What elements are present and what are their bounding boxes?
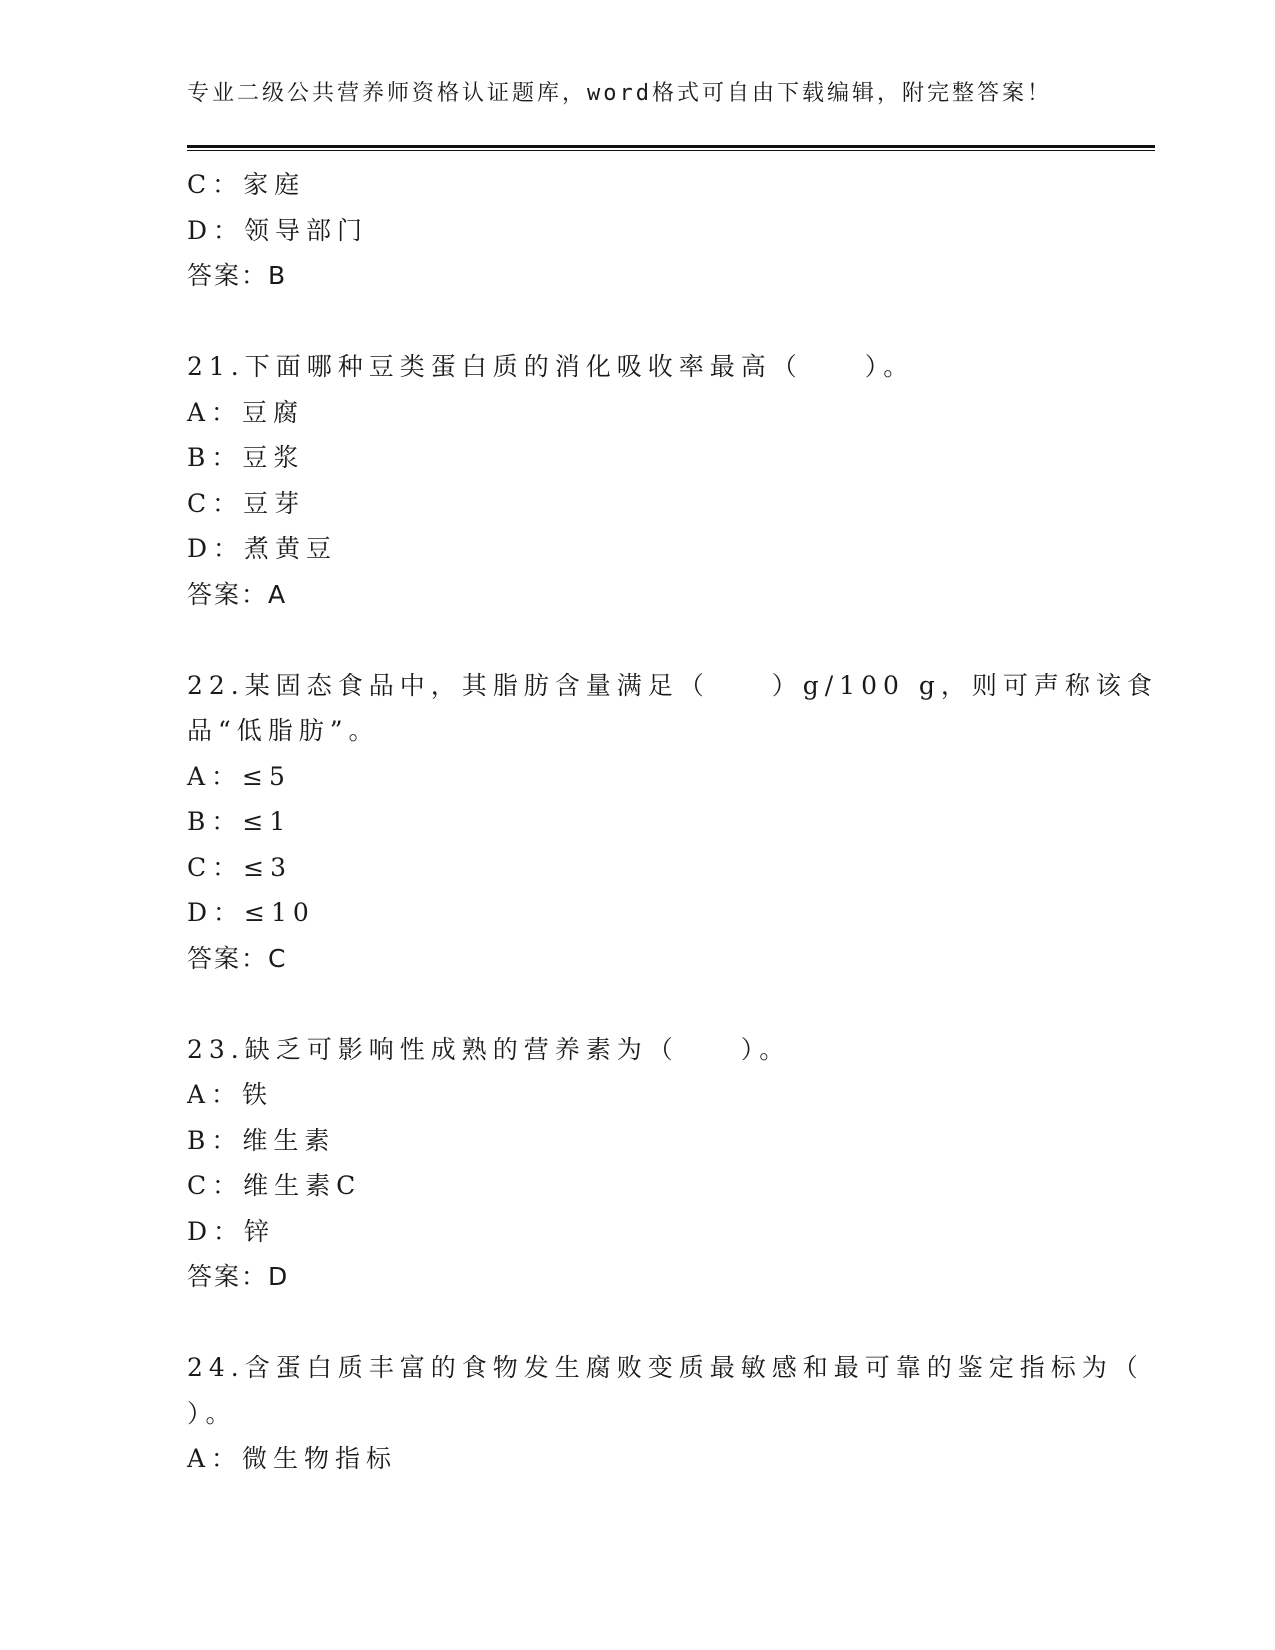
answer-line: 答案：C bbox=[187, 943, 288, 973]
spacer bbox=[187, 299, 1067, 345]
question-20-tail bbox=[187, 162, 1067, 299]
page-header: 专业二级公共营养师资格认证题库，word格式可自由下载编辑，附完整答案！ bbox=[187, 81, 1052, 106]
option-c: C：≤3 bbox=[187, 852, 292, 882]
option-d: D：≤10 bbox=[187, 898, 315, 927]
question-stem-line: ）。 bbox=[187, 1398, 237, 1428]
option-a: A：铁 bbox=[187, 1080, 274, 1109]
option-d: D：煮黄豆 bbox=[187, 534, 338, 563]
answer-line: 答案：D bbox=[187, 1262, 290, 1291]
option-a: A：微生物指标 bbox=[187, 1444, 398, 1473]
option-b: B：维生素 bbox=[187, 1125, 336, 1155]
question-22 bbox=[187, 663, 1158, 982]
question-stem-line: 23.缺乏可影响性成熟的营养素为（ ）。 bbox=[187, 1034, 791, 1064]
option-c: C：维生素C bbox=[187, 1171, 362, 1200]
question-stem-line: 21.下面哪种豆类蛋白质的消化吸收率最高（ ）。 bbox=[187, 352, 915, 381]
question-24 bbox=[187, 1345, 1144, 1482]
question-21 bbox=[187, 344, 1067, 617]
question-23 bbox=[187, 1027, 1067, 1300]
option-c: C：豆芽 bbox=[187, 488, 306, 518]
answer-line: 答案：A bbox=[187, 579, 288, 609]
question-stem-line: 24.含蛋白质丰富的食物发生腐败变质最敏感和最可靠的鉴定指标为（ bbox=[187, 1353, 1144, 1382]
answer-line: 答案：B bbox=[187, 261, 288, 290]
question-stem bbox=[187, 663, 1158, 754]
question-stem-line: 22.某固态食品中，其脂肪含量满足（ ）g/100 g，则可声称该食 bbox=[187, 670, 1158, 700]
option-b: B：豆浆 bbox=[187, 443, 305, 472]
question-stem bbox=[187, 1027, 1067, 1073]
spacer bbox=[187, 981, 1067, 1027]
question-list bbox=[187, 162, 1158, 1482]
option-c: C：家庭 bbox=[187, 170, 306, 199]
question-stem bbox=[187, 344, 1067, 390]
question-stem-line: 品“低脂肪”。 bbox=[187, 716, 380, 745]
option-d: D：领导部门 bbox=[187, 215, 369, 245]
question-stem bbox=[187, 1345, 1144, 1436]
spacer bbox=[187, 617, 1067, 663]
option-a: A：≤5 bbox=[187, 761, 291, 791]
header-divider bbox=[187, 145, 1155, 151]
spacer bbox=[187, 1300, 1067, 1346]
option-b: B：≤1 bbox=[187, 807, 292, 836]
option-a: A：豆腐 bbox=[187, 397, 305, 427]
option-d: D：锌 bbox=[187, 1216, 276, 1246]
